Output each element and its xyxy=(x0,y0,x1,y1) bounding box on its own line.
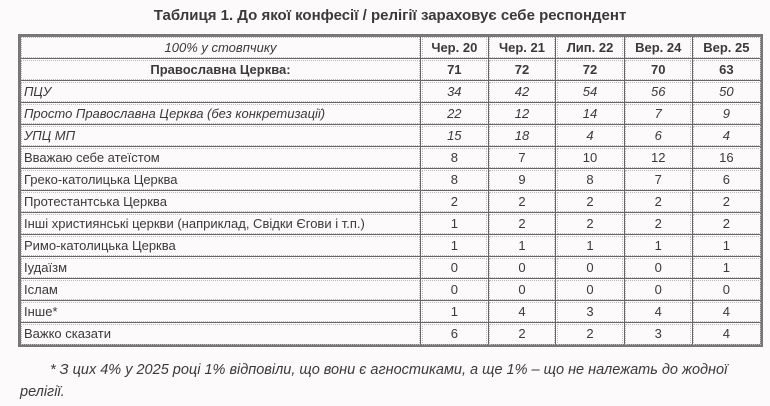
cell-value: 18 xyxy=(488,125,556,147)
cell-value: 3 xyxy=(624,323,692,346)
cell-value: 2 xyxy=(692,213,761,235)
cell-value: 4 xyxy=(624,301,692,323)
table-row xyxy=(20,103,762,125)
table-row xyxy=(20,323,762,346)
cell-value: 0 xyxy=(692,279,761,301)
cell-value: 9 xyxy=(488,169,556,191)
cell-value: 6 xyxy=(624,125,692,147)
table-row xyxy=(20,169,762,191)
cell-value: 0 xyxy=(421,279,489,301)
cell-value: 2 xyxy=(624,191,692,213)
cell-value: 2 xyxy=(624,213,692,235)
cell-value: 72 xyxy=(488,59,556,81)
cell-value: 4 xyxy=(692,323,761,346)
cell-value: 71 xyxy=(421,59,489,81)
cell-value: 9 xyxy=(692,103,761,125)
cell-value: 1 xyxy=(421,235,489,257)
row-label: Вважаю себе атеїстом xyxy=(20,147,421,169)
cell-value: 0 xyxy=(488,257,556,279)
row-label: Римо-католицька Церква xyxy=(20,235,421,257)
cell-value: 0 xyxy=(556,279,624,301)
cell-value: 2 xyxy=(488,191,556,213)
cell-value: 2 xyxy=(692,191,761,213)
cell-value: 0 xyxy=(488,279,556,301)
cell-value: 34 xyxy=(421,81,489,103)
cell-value: 50 xyxy=(692,81,761,103)
cell-value: 2 xyxy=(488,213,556,235)
cell-value: 12 xyxy=(488,103,556,125)
cell-value: 8 xyxy=(421,169,489,191)
cell-value: 0 xyxy=(624,257,692,279)
cell-value: 4 xyxy=(692,301,761,323)
table-row xyxy=(20,59,762,81)
row-label: Протестантська Церква xyxy=(20,191,421,213)
data-table xyxy=(18,34,763,347)
table-row xyxy=(20,235,762,257)
cell-value: 16 xyxy=(692,147,761,169)
row-label: ПЦУ xyxy=(20,81,421,103)
cell-value: 6 xyxy=(692,169,761,191)
cell-value: 0 xyxy=(624,279,692,301)
cell-value: 1 xyxy=(421,301,489,323)
cell-value: 7 xyxy=(488,147,556,169)
column-header: Лип. 22 xyxy=(556,36,624,59)
cell-value: 1 xyxy=(421,213,489,235)
cell-value: 42 xyxy=(488,81,556,103)
cell-value: 1 xyxy=(488,235,556,257)
cell-value: 8 xyxy=(556,169,624,191)
column-header: Вер. 24 xyxy=(624,36,692,59)
table-row xyxy=(20,279,762,301)
row-label: УПЦ МП xyxy=(20,125,421,147)
row-label: Греко-католицька Церква xyxy=(20,169,421,191)
cell-value: 6 xyxy=(421,323,489,346)
row-label: Просто Православна Церква (без конкретизації) xyxy=(20,103,421,125)
column-header: Чер. 21 xyxy=(488,36,556,59)
row-label: Іудаїзм xyxy=(20,257,421,279)
cell-value: 4 xyxy=(692,125,761,147)
cell-value: 72 xyxy=(556,59,624,81)
cell-value: 63 xyxy=(692,59,761,81)
table-row xyxy=(20,213,762,235)
table-row xyxy=(20,301,762,323)
cell-value: 2 xyxy=(488,323,556,346)
cell-value: 0 xyxy=(421,257,489,279)
cell-value: 12 xyxy=(624,147,692,169)
cell-value: 7 xyxy=(624,103,692,125)
cell-value: 14 xyxy=(556,103,624,125)
cell-value: 2 xyxy=(556,191,624,213)
cell-value: 7 xyxy=(624,169,692,191)
table-row xyxy=(20,125,762,147)
row-label: Іслам xyxy=(20,279,421,301)
cell-value: 1 xyxy=(692,235,761,257)
cell-value: 1 xyxy=(692,257,761,279)
cell-value: 54 xyxy=(556,81,624,103)
cell-value: 2 xyxy=(556,323,624,346)
table-row xyxy=(20,191,762,213)
column-header: Чер. 20 xyxy=(421,36,489,59)
cell-value: 1 xyxy=(556,235,624,257)
cell-value: 0 xyxy=(556,257,624,279)
cell-value: 1 xyxy=(624,235,692,257)
cell-value: 2 xyxy=(421,191,489,213)
row-label: Православна Церква: xyxy=(20,59,421,81)
cell-value: 15 xyxy=(421,125,489,147)
table-row xyxy=(20,257,762,279)
cell-value: 4 xyxy=(556,125,624,147)
table-row xyxy=(20,81,762,103)
cell-value: 3 xyxy=(556,301,624,323)
cell-value: 56 xyxy=(624,81,692,103)
cell-value: 70 xyxy=(624,59,692,81)
cell-value: 8 xyxy=(421,147,489,169)
column-header: Вер. 25 xyxy=(692,36,761,59)
cell-value: 4 xyxy=(488,301,556,323)
table-row xyxy=(20,147,762,169)
header-label: 100% у стовпчику xyxy=(20,36,421,59)
cell-value: 22 xyxy=(421,103,489,125)
header-row xyxy=(20,36,762,59)
cell-value: 10 xyxy=(556,147,624,169)
row-label: Інші християнські церкви (наприклад, Свідки Єгови і т.п.) xyxy=(20,213,421,235)
cell-value: 2 xyxy=(556,213,624,235)
row-label: Інше* xyxy=(20,301,421,323)
table-title: Таблиця 1. До якої конфесії / релігії зараховує себе респондент xyxy=(153,7,627,24)
row-label: Важко сказати xyxy=(20,323,421,346)
footnote: * З цих 4% у 2025 році 1% відповіли, що вони є агностиками, а ще 1% – що не належать до жодної релігії. xyxy=(20,362,728,400)
